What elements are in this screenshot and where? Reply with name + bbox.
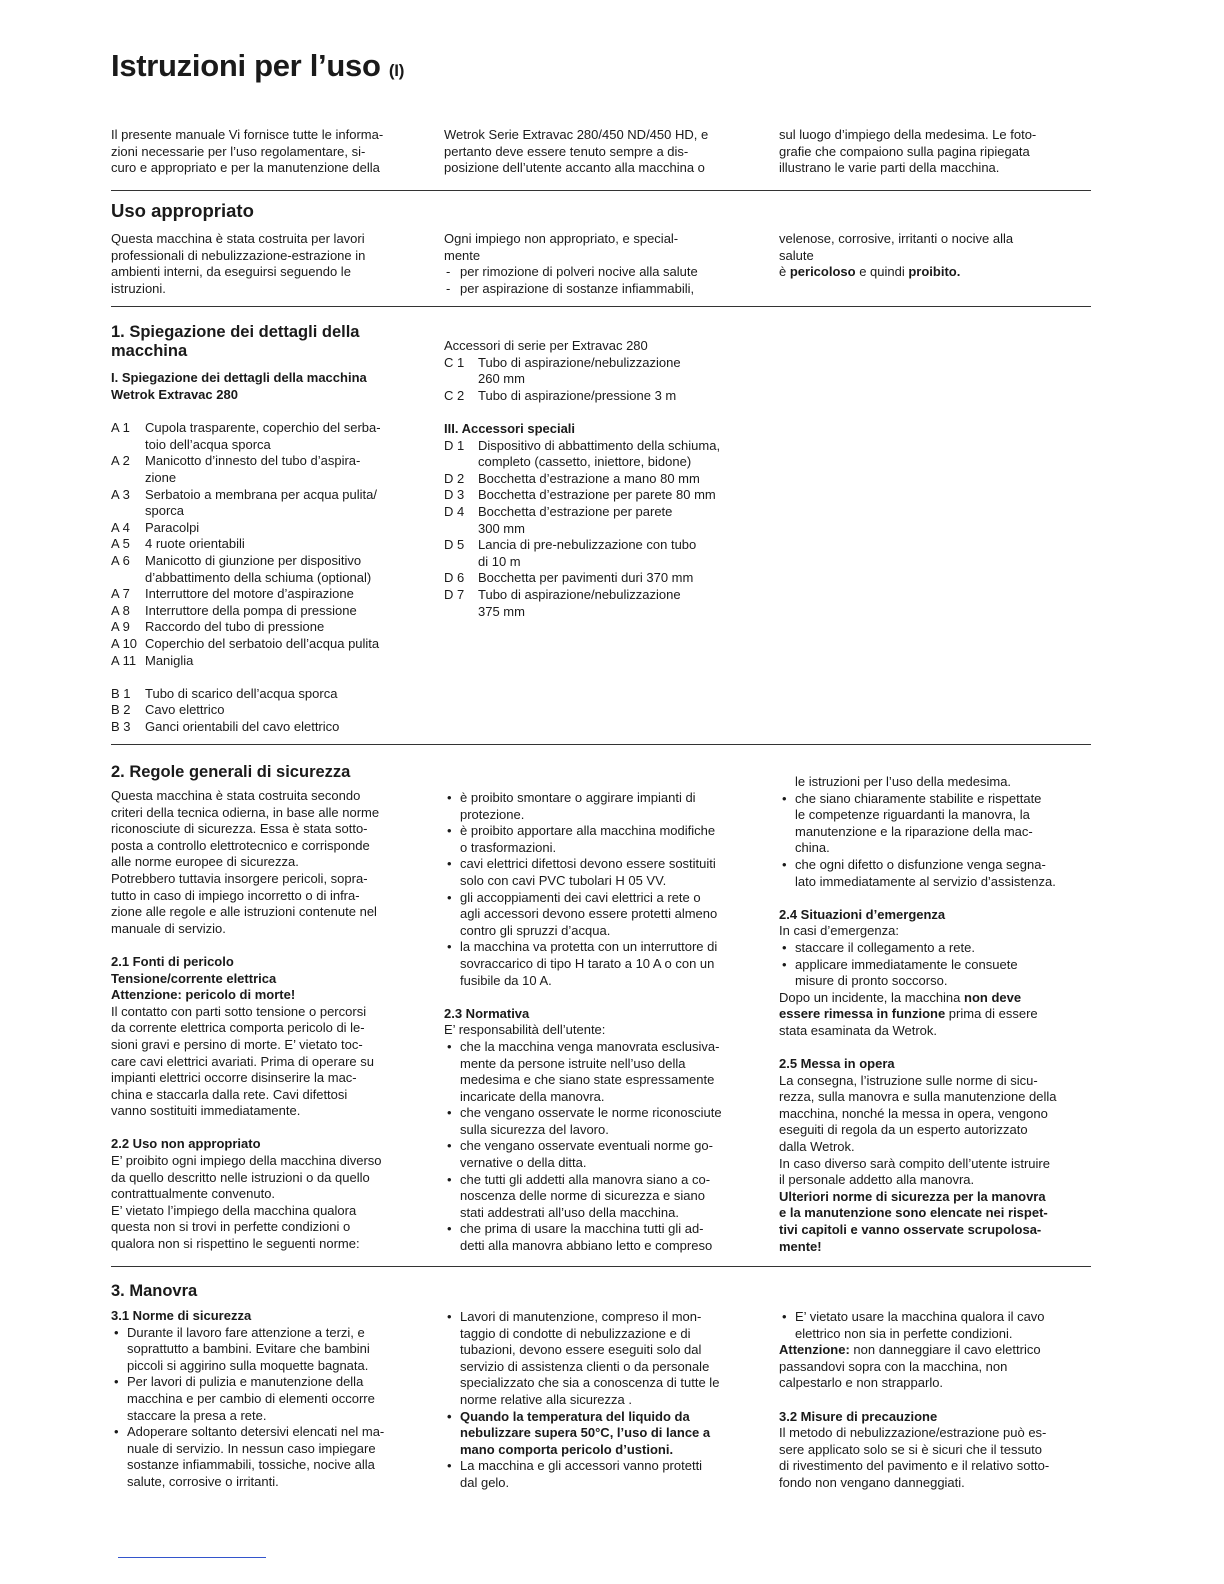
- list-item: • che vengano osservate le norme riconosciute sulla sicurezza del lavoro.: [444, 1105, 762, 1138]
- uso-col-1: [111, 231, 429, 297]
- part-code: A 8: [111, 602, 130, 618]
- part-code: A 10: [111, 635, 138, 651]
- part-text: Interruttore del motore d’aspirazione: [145, 586, 354, 602]
- list-item: • la macchina va protetta con un interruttore di sovraccarico di tipo H tarato a 10 A o con un fusibile da 10 A.: [444, 939, 762, 989]
- subheading-1-iii: III. Accessori speciali: [444, 420, 576, 436]
- list-item: • Lavori di manutenzione, compreso il mon- taggio di condotte di nebulizzazione e di tubazioni, devono essere eseguiti solo dal servizio di assistenza clienti o da personale specializzato che sia a conoscenza di tutte le norme relative alla sicurezza .: [444, 1309, 762, 1409]
- part-text: Bocchetta d’estrazione a mano 80 mm: [478, 470, 700, 486]
- part-code: D 6: [444, 570, 465, 586]
- part-text: 4 ruote orientabili: [145, 536, 245, 552]
- text-fragment: prima di essere stata esaminata da Wetrok.: [779, 1006, 1038, 1038]
- part-row: [111, 553, 429, 586]
- part-row: [444, 388, 762, 405]
- part-code: C 1: [444, 354, 465, 370]
- s2-3-text: E’ responsabilità dell’utente:: [444, 1022, 606, 1038]
- part-text: Bocchetta d’estrazione per parete 80 mm: [478, 487, 716, 503]
- uso-col-3: [779, 231, 1097, 281]
- part-row: [111, 420, 429, 453]
- s3-2-text: Il metodo di nebulizzazione/estrazione può es- sere applicato solo se si è sicuri che il tessuto di rivestimento del pavimento e il relativo sotto- fondo non vengano danneggiati.: [779, 1425, 1050, 1490]
- divider: [111, 190, 1091, 191]
- intro-text-2: Wetrok Serie Extravac 280/450 ND/450 HD, e pertanto deve essere tenuto sempre a dis- posizione dell’utente accanto alla macchina o: [444, 127, 709, 176]
- part-row: [111, 653, 429, 670]
- text-fragment: e quindi: [855, 264, 909, 280]
- part-code: A 6: [111, 552, 130, 568]
- uso-col-2: [444, 231, 762, 297]
- s2-1-text: Il contatto con parti sotto tensione o percorsi da corrente elettrica comporta pericolo di le- sioni gravi e persino di morte. E’ vietato toc- care cavi elettrici avariati. Prima di operare su impianti elettrici occorre disinserire la mac- china e staccarla dalla rete. Cavi difettosi vanno sostituiti immediatamente.: [111, 1003, 374, 1119]
- part-text: Tubo di scarico dell’acqua sporca: [145, 685, 338, 701]
- parts-list-a: [111, 420, 429, 669]
- list-item: • La macchina e gli accessori vanno protetti dal gelo.: [444, 1458, 762, 1491]
- part-row: [111, 536, 429, 553]
- s2-3-continued: le istruzioni per l’uso della medesima.: [795, 774, 1012, 789]
- part-text: Lancia di pre-nebulizzazione con tubo di 10 m: [478, 537, 697, 569]
- part-row: [111, 487, 429, 520]
- s1-col-1: [111, 323, 429, 735]
- s2-col-3: [779, 774, 1097, 1255]
- part-code: A 1: [111, 420, 130, 436]
- part-row: [444, 487, 762, 504]
- subheading-2-1-b: Tensione/corrente elettrica: [111, 970, 277, 986]
- parts-list-c: [444, 355, 762, 405]
- part-code: C 2: [444, 387, 465, 403]
- s2-intro: Questa macchina è stata costruita secondo criteri della tecnica odierna, in base alle norme riconosciute di sicurezza. Essa è stata sotto- posta a controllo elettrotecnico e corrisponde alle norme europee di sicurezza. Potrebbero tuttavia insorgere pericoli, sopra- tutto in caso di impiego incorretto o di infra- zione alle regole e alle istruzioni contenute nel manuale di servizio.: [111, 788, 380, 936]
- part-row: [444, 504, 762, 537]
- subheading-3-2: 3.2 Misure di precauzione: [779, 1408, 938, 1424]
- section-heading-1: 1. Spiegazione dei dettagli della macchina: [111, 323, 360, 360]
- list-item: • gli accoppiamenti dei cavi elettrici a rete o agli accessori devono essere protetti almeno contro gli spruzzi d’acqua.: [444, 890, 762, 940]
- s3-1-list-cont: [444, 1309, 762, 1492]
- s2-3-list: [444, 1039, 762, 1255]
- part-row: [111, 702, 429, 719]
- part-code: A 5: [111, 536, 130, 552]
- section-heading-2: 2. Regole generali di sicurezza: [111, 763, 351, 781]
- part-code: B 3: [111, 718, 131, 734]
- part-code: D 2: [444, 470, 465, 486]
- part-text: Maniglia: [145, 652, 194, 668]
- s3-col-3: [779, 1309, 1097, 1492]
- list-item: • Adoperare soltanto detersivi elencati nel ma- nuale di servizio. In nessun caso impiegare sostanze infiammabili, tossiche, nocive alla salute, corrosive o irritanti.: [111, 1424, 429, 1490]
- text-fragment: non danneggiare il cavo elettrico passandovi sopra con la macchina, non calpestarlo e non strapparlo.: [779, 1342, 1041, 1391]
- subheading-2-1: 2.1 Fonti di pericolo: [111, 953, 234, 969]
- part-code: A 7: [111, 586, 130, 602]
- language-tag: (I): [388, 61, 405, 80]
- part-text: Cupola trasparente, coperchio del serba- toio dell’acqua sporca: [145, 420, 381, 452]
- list-item: • Per lavori di pulizia e manutenzione della macchina e per cambio di elementi occorre staccare la presa a rete.: [111, 1374, 429, 1424]
- subheading-2-2: 2.2 Uso non appropriato: [111, 1136, 261, 1152]
- list-item: • staccare il collegamento a rete.: [779, 940, 1097, 957]
- s2-bullet-list: [444, 790, 762, 989]
- list-item: - per aspirazione di sostanze infiammabili,: [444, 281, 762, 298]
- part-text: Tubo di aspirazione/pressione 3 m: [478, 387, 677, 403]
- intro-col-1: [111, 127, 429, 177]
- text-fragment: Dopo un incidente, la macchina: [779, 989, 965, 1005]
- part-code: D 5: [444, 537, 465, 553]
- part-code: D 4: [444, 503, 465, 519]
- part-code: B 2: [111, 702, 131, 718]
- s2-4-list: [779, 940, 1097, 990]
- intro-text-3: sul luogo d’impiego della medesima. Le foto- grafie che compaiono sulla pagina ripiegata illustrano le varie parti della macchina.: [779, 127, 1037, 176]
- part-row: [111, 520, 429, 537]
- part-text: Manicotto di giunzione per dispositivo d’abbattimento della schiuma (optional): [145, 552, 372, 585]
- section-heading-uso: Uso appropriato: [111, 200, 254, 221]
- part-code: A 2: [111, 453, 130, 469]
- part-row: [444, 537, 762, 570]
- part-code: D 3: [444, 487, 465, 503]
- part-row: [111, 719, 429, 736]
- part-text: Serbatoio a membrana per acqua pulita/ sporca: [145, 486, 377, 519]
- part-row: [111, 453, 429, 486]
- part-text: Bocchetta per pavimenti duri 370 mm: [478, 570, 694, 586]
- s2-col-2: [444, 790, 762, 1255]
- part-code: A 4: [111, 519, 130, 535]
- attention-label: Attenzione:: [779, 1342, 850, 1358]
- subheading-2-3: 2.3 Normativa: [444, 1005, 530, 1021]
- uso-text-3: velenose, corrosive, irritanti o nocive alla salute: [779, 231, 1014, 263]
- part-row: [444, 471, 762, 488]
- list-item: • che la macchina venga manovrata esclusiva- mente da persone istruite nell’uso della medesima e che siano state espressamente incaricate della manovra.: [444, 1039, 762, 1105]
- list-item: • è proibito apportare alla macchina modifiche o trasformazioni.: [444, 823, 762, 856]
- s3-col-2: [444, 1309, 762, 1492]
- s2-4-after-incident: [779, 990, 1097, 1040]
- intro-col-2: [444, 127, 762, 177]
- part-text: Manicotto d’innesto del tubo d’aspira- zione: [145, 453, 361, 485]
- s1-col-2: [444, 338, 762, 620]
- s2-5-text: La consegna, l’istruzione sulle norme di sicu- rezza, sulla manovra e sulla manutenzione della macchina, nonché la messa in opera, vengono eseguiti di regola da un esperto autorizzato dalla Wetrok. In caso diverso sarà compito dell’utente istruire il personale addetto alla manovra.: [779, 1072, 1057, 1188]
- part-text: Interruttore della pompa di pressione: [145, 602, 357, 618]
- text-fragment: è: [779, 264, 790, 280]
- list-item: • Durante il lavoro fare attenzione a terzi, e soprattutto a bambini. Evitare che bambini piccoli si aggirino sulla moquette bagnata.: [111, 1325, 429, 1375]
- list-item: • che vengano osservate eventuali norme go- vernative o della ditta.: [444, 1138, 762, 1171]
- s2-2-text: E’ proibito ogni impiego della macchina diverso da quello descritto nelle istruzioni o da quello contrattualmente convenuto. E’ vietato l’impiego della macchina qualora questa non si trovi in perfette condizioni o qualora non si rispettino le seguenti norme:: [111, 1153, 382, 1252]
- footer-rule: [118, 1557, 266, 1558]
- section-heading-3: 3. Manovra: [111, 1282, 198, 1300]
- list-item: • che tutti gli addetti alla manovra siano a co- noscenza delle norme di sicurezza e siano stati addestrati all’uso della macchina.: [444, 1172, 762, 1222]
- s2-3-list-cont: [779, 791, 1097, 891]
- part-code: D 7: [444, 586, 465, 602]
- part-text: Tubo di aspirazione/nebulizzazione 375 mm: [478, 586, 681, 619]
- part-text: Ganci orientabili del cavo elettrico: [145, 718, 340, 734]
- part-row: [444, 570, 762, 587]
- subheading-2-5: 2.5 Messa in opera: [779, 1056, 895, 1072]
- uso-lead: Ogni impiego non appropriato, e special- mente: [444, 231, 679, 263]
- part-code: D 1: [444, 437, 465, 453]
- list-item: • che siano chiaramente stabilite e rispettate le competenze riguardanti la manovra, la manutenzione e la riparazione della mac- china.: [779, 791, 1097, 857]
- page-title: [111, 48, 404, 84]
- part-text: Dispositivo di abbattimento della schiuma, completo (cassetto, iniettore, bidone): [478, 437, 721, 470]
- s2-4-text: In casi d’emergenza:: [779, 923, 899, 939]
- intro-col-3: [779, 127, 1097, 177]
- accessories-lead: Accessori di serie per Extravac 280: [444, 338, 648, 353]
- cable-warning: [779, 1342, 1097, 1392]
- list-item: - per rimozione di polveri nocive alla salute: [444, 264, 762, 281]
- parts-list-d: [444, 438, 762, 621]
- s3-1-list-cont-2: [779, 1309, 1097, 1342]
- part-text: Coperchio del serbatoio dell’acqua pulita: [145, 635, 380, 651]
- list-item: • è proibito smontare o aggirare impianti di protezione.: [444, 790, 762, 823]
- part-row: [111, 636, 429, 653]
- intro-text-1: Il presente manuale Vi fornisce tutte le informa- zioni necessarie per l’uso regolamentare, si- curo e appropriato e per la manutenzione della: [111, 127, 384, 176]
- list-item: • E’ vietato usare la macchina qualora il cavo elettrico non sia in perfette condizioni.: [779, 1309, 1097, 1342]
- s2-col-1: [111, 763, 429, 1253]
- list-item: • che prima di usare la macchina tutti gli ad- detti alla manovra abbiano letto e compreso: [444, 1221, 762, 1254]
- list-item: • cavi elettrici difettosi devono essere sostituiti solo con cavi PVC tubolari H 05 VV.: [444, 856, 762, 889]
- part-code: B 1: [111, 685, 131, 701]
- parts-list-b: [111, 686, 429, 736]
- part-row: [111, 586, 429, 603]
- bold-pericoloso: pericoloso: [789, 264, 856, 280]
- title-text: Istruzioni per l’uso: [111, 48, 381, 83]
- uso-warning: [779, 264, 1097, 281]
- divider: [111, 306, 1091, 307]
- danger-warning: Attenzione: pericolo di morte!: [111, 987, 296, 1003]
- part-code: A 9: [111, 619, 130, 635]
- subheading-2-4: 2.4 Situazioni d’emergenza: [779, 906, 946, 922]
- subheading-3-1: 3.1 Norme di sicurezza: [111, 1308, 252, 1323]
- bold-fragment: non deve essere rimessa in funzione: [779, 989, 1022, 1022]
- part-text: Cavo elettrico: [145, 702, 225, 718]
- uso-text-1: Questa macchina è stata costruita per lavori professionali di nebulizzazione-estrazione in ambienti interni, da eseguirsi seguendo le istruzioni.: [111, 231, 366, 296]
- part-code: A 11: [111, 652, 137, 668]
- s3-1-list: [111, 1325, 429, 1491]
- part-row: [111, 619, 429, 636]
- list-item: • che ogni difetto o disfunzione venga segna- lato immediatamente al servizio d’assistenza.: [779, 857, 1097, 890]
- bold-proibito: proibito.: [908, 264, 961, 280]
- part-row: [111, 686, 429, 703]
- s2-5-bold-note: Ulteriori norme di sicurezza per la manovra e la manutenzione sono elencate nei rispet- tivi capitoli e vanno osservate scrupolosa- mente!: [779, 1188, 1048, 1254]
- uso-dash-list: [444, 264, 762, 297]
- list-item-warning: • Quando la temperatura del liquido da nebulizzare supera 50°C, l’uso di lance a mano comporta pericolo d’ustioni.: [444, 1409, 762, 1459]
- subheading-1-i: I. Spiegazione dei dettagli della macchina Wetrok Extravac 280: [111, 370, 367, 402]
- part-row: [111, 603, 429, 620]
- part-text: Paracolpi: [145, 519, 200, 535]
- part-text: Bocchetta d’estrazione per parete 300 mm: [478, 503, 673, 536]
- part-code: A 3: [111, 486, 130, 502]
- divider: [111, 1266, 1091, 1267]
- s3-col-1: [111, 1282, 429, 1491]
- part-row: [444, 355, 762, 388]
- part-text: Tubo di aspirazione/nebulizzazione 260 mm: [478, 354, 681, 387]
- list-item: • applicare immediatamente le consuete misure di pronto soccorso.: [779, 957, 1097, 990]
- part-row: [444, 438, 762, 471]
- divider: [111, 744, 1091, 745]
- part-row: [444, 587, 762, 620]
- part-text: Raccordo del tubo di pressione: [145, 619, 325, 635]
